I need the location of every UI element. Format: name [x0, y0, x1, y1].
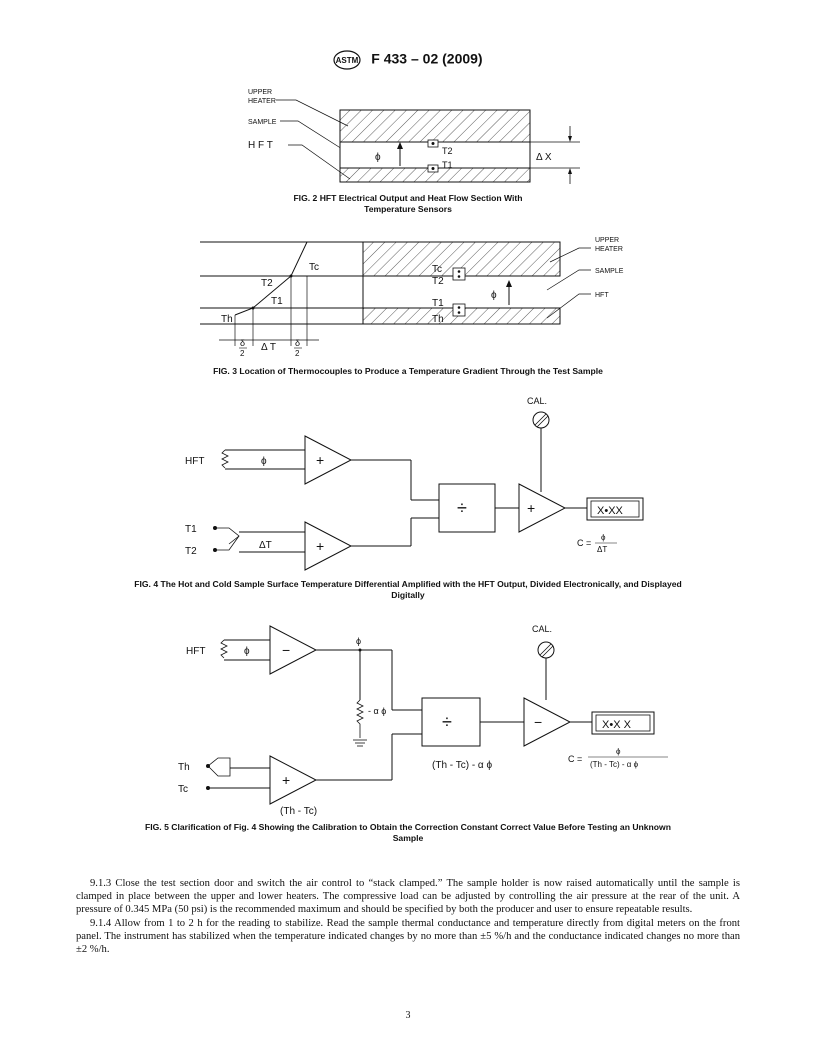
fig4-t2: T2	[185, 546, 197, 557]
fig2-t1: T1	[442, 160, 453, 170]
fig4-c-den: ΔT	[597, 545, 608, 554]
fig3-caption: FIG. 3 Location of Thermocouples to Produce a Temperature Gradient Through the Test Sample	[213, 366, 603, 376]
fig3-t1-r: T1	[432, 298, 444, 309]
fig5-phi-top: ϕ	[356, 636, 362, 646]
fig3-delta-num-1: δ	[240, 338, 246, 348]
fig3-tc: Tc	[309, 262, 319, 273]
fig5-c-eq: C =	[568, 754, 583, 764]
fig5-c-den: (Th - Tc) - α ϕ	[590, 760, 639, 769]
fig4-caption	[0, 579, 816, 601]
fig2-hft-label: H F T	[248, 140, 273, 151]
body-text	[76, 877, 740, 956]
fig3-diagram	[195, 228, 675, 363]
fig3-t1: T1	[271, 296, 283, 307]
fig3-sample: SAMPLE	[595, 268, 624, 275]
designation: F 433 – 02 (2009)	[371, 50, 483, 67]
fig2-phi: ϕ	[375, 152, 381, 163]
fig5-div: ÷	[442, 712, 452, 732]
fig5-tc: Tc	[178, 784, 188, 795]
fig4-c-eq: C =	[577, 538, 592, 548]
fig5-th: Th	[178, 762, 190, 773]
fig5-minus1: −	[282, 642, 291, 658]
fig5-display: X•X X	[602, 719, 631, 731]
fig3-upper-2: HEATER	[595, 246, 623, 253]
fig3-hft: HFT	[595, 292, 609, 299]
fig4-c-num: ϕ	[601, 533, 606, 542]
fig5-cal: CAL.	[532, 624, 553, 634]
fig4-div: ÷	[457, 498, 467, 518]
fig5-phi: ϕ	[244, 646, 250, 657]
fig3-th: Th	[221, 314, 233, 325]
fig5-minus2: −	[534, 714, 543, 730]
fig4-display: X•XX	[597, 505, 623, 517]
fig5-caption-line1: FIG. 5 Clarification of Fig. 4 Showing the Calibration to Obtain the Correction Constant Correct Value Before Testing an Unknown	[144, 822, 671, 832]
paragraph-9-1-4: 9.1.4 Allow from 1 to 2 h for the reading to stabilize. Read the sample thermal conductance and temperature directly from digital meters on the front panel. The instrument has stabilized when the temperature indicated changes by no more than ±5 %/h and the conductance indicated changes no more than ±2 %/h.	[76, 917, 740, 956]
fig4-hft: HFT	[185, 456, 205, 467]
fig2-diagram	[240, 84, 580, 190]
fig4-plus2: +	[316, 538, 325, 554]
fig4-t1: T1	[185, 524, 197, 535]
fig5-th-tc-a: (Th - Tc) - α ϕ	[432, 760, 493, 771]
fig2-caption-line1: FIG. 2 HFT Electrical Output and Heat Flow Section With	[293, 193, 523, 203]
fig5-alpha-phi: - α ϕ	[368, 706, 387, 716]
fig3-th-r: Th	[432, 314, 444, 325]
fig3-upper-1: UPPER	[595, 237, 620, 244]
fig4-dt: ΔT	[259, 540, 272, 551]
fig3-phi: ϕ	[491, 290, 497, 301]
fig3-dt: Δ T	[261, 342, 277, 353]
fig4-phi: ϕ	[261, 456, 267, 467]
fig3-delta-num-2: δ	[295, 338, 301, 348]
fig3-tc-r: Tc	[432, 264, 442, 275]
fig2-t2: T2	[442, 146, 453, 156]
fig5-caption	[0, 822, 816, 844]
fig3-delta-den-1: 2	[240, 349, 245, 358]
fig5-diagram	[160, 618, 680, 816]
fig4-plus1: +	[316, 452, 325, 468]
fig3-t2: T2	[261, 278, 273, 289]
fig2-upper-label-1: UPPER	[248, 89, 273, 96]
svg-text:ASTM: ASTM	[336, 56, 359, 65]
fig2-sample-label: SAMPLE	[248, 119, 277, 126]
fig5-c-num: ϕ	[616, 747, 621, 756]
fig4-caption-line1: FIG. 4 The Hot and Cold Sample Surface Temperature Differential Amplified with the HFT Output, Divided Electronically, and Displayed	[134, 579, 682, 589]
paragraph-9-1-3: 9.1.3 Close the test section door and switch the air control to “stack clamped.” The sample holder is now raised automatically until the sample is clamped in place between the upper and lower heaters. The compressive load can be adjusted by controlling the air pressure at the rear of the unit. A pressure of 0.345 MPa (50 psi) is the recommended maximum and should be specified by both the producer and user to ensure repeatable results.	[76, 878, 740, 916]
fig3-t2-r: T2	[432, 276, 444, 287]
fig2-caption-line2: Temperature Sensors	[364, 204, 452, 214]
fig4-plus3: +	[527, 500, 536, 516]
fig4-caption-line2: Digitally	[391, 590, 425, 600]
fig3-delta-den-2: 2	[295, 349, 300, 358]
fig5-th-tc: (Th - Tc)	[280, 806, 318, 816]
fig4-cal: CAL.	[527, 396, 548, 406]
page-number: 3	[405, 1010, 411, 1021]
fig5-caption-line2: Sample	[392, 833, 424, 843]
astm-logo	[333, 50, 361, 70]
fig4-diagram	[175, 392, 655, 572]
fig2-caption	[0, 193, 816, 215]
document-header	[0, 50, 816, 70]
fig2-upper-label-2: HEATER	[248, 98, 276, 105]
fig5-plus: +	[282, 772, 291, 788]
fig2-dx: Δ X	[536, 152, 552, 163]
fig5-hft: HFT	[186, 646, 206, 657]
